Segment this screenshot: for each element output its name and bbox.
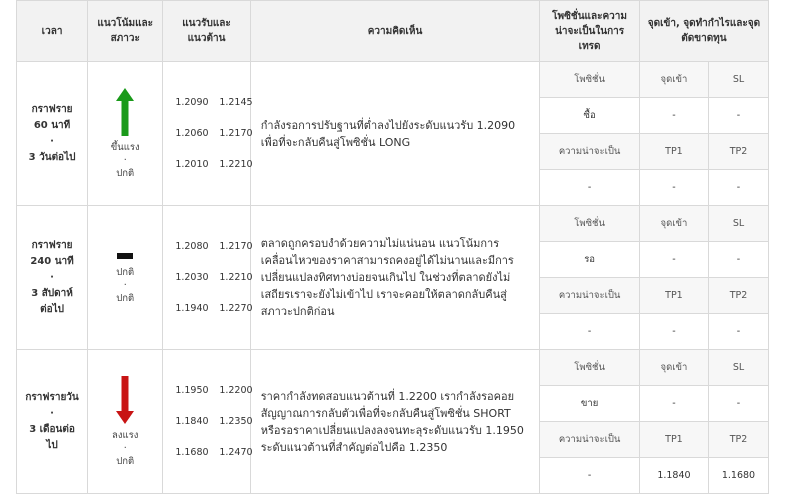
timeframe-line: ·	[50, 407, 54, 419]
resistance-value: 1.2350	[219, 416, 253, 427]
support-value: 1.2080	[175, 241, 209, 252]
grid-cell: รอ	[540, 242, 640, 278]
trend-line: ·	[123, 443, 127, 454]
timeframe-line: ต่อไป	[40, 303, 64, 315]
level-pair	[175, 406, 253, 437]
timeframe-line: 3 วันต่อไป	[28, 151, 76, 163]
level-pair	[175, 437, 253, 468]
header-levels: แนวรับและแนวต้าน	[163, 1, 250, 62]
flat-dash-icon	[115, 250, 135, 262]
trend-line: ปกติ	[116, 456, 135, 467]
header-comment: ความคิดเห็น	[250, 1, 540, 62]
header-row	[17, 1, 769, 62]
resistance-value: 1.2170	[219, 128, 253, 139]
trend-cell	[88, 62, 163, 206]
header-position: โพซิชั่นและความน่าจะเป็นในการเทรด	[540, 1, 640, 62]
level-pair	[175, 149, 253, 180]
timeframe-line: ·	[50, 135, 54, 147]
trend-arrow	[88, 87, 162, 137]
trend-cell	[88, 350, 163, 494]
grid-cell: ขาย	[540, 386, 640, 422]
header-trend: แนวโน้มและสภาวะ	[88, 1, 163, 62]
comment-cell: กำลังรอการปรับฐานที่ต่ำลงไปยังระดับแนวรับ 1.2090 เพื่อที่จะกลับคืนสู่โพซิชั่น LONG	[250, 62, 540, 206]
resistance-value: 1.2210	[219, 272, 253, 283]
grid-cell: ความน่าจะเป็น	[540, 134, 640, 170]
resistance-value: 1.2470	[219, 447, 253, 458]
resistance-value: 1.2200	[219, 385, 253, 396]
up-arrow-icon	[115, 87, 135, 137]
trend-arrow	[88, 375, 162, 425]
grid-cell: TP2	[708, 422, 768, 458]
grid-cell: -	[708, 170, 768, 206]
timeframe-cell	[17, 350, 88, 494]
grid-cell: TP2	[708, 134, 768, 170]
trend-line: ปกติ	[116, 267, 135, 278]
grid-cell: -	[708, 242, 768, 278]
grid-cell: ความน่าจะเป็น	[540, 278, 640, 314]
level-pair	[175, 231, 253, 262]
timeframe-line: กราฟราย	[31, 239, 73, 251]
trend-cell	[88, 206, 163, 350]
grid-cell: 1.1680	[708, 458, 768, 494]
grid-cell: จุดเข้า	[639, 62, 708, 98]
support-value: 1.2090	[175, 97, 209, 108]
header-time: เวลา	[17, 1, 88, 62]
timeframe-line: กราฟราย	[31, 103, 73, 115]
trend-line: ลงแรง	[112, 430, 139, 441]
level-pair	[175, 293, 253, 324]
grid-cell: ความน่าจะเป็น	[540, 422, 640, 458]
grid-cell: TP2	[708, 278, 768, 314]
trend-line: ปกติ	[116, 168, 135, 179]
grid-cell: โพซิชั่น	[540, 62, 640, 98]
grid-cell: SL	[708, 62, 768, 98]
header-points: จุดเข้า, จุดทำกำไรและจุดตัดขาดทุน	[639, 1, 768, 62]
table-row	[17, 206, 769, 242]
timeframe-line: 3 สัปดาห์	[31, 287, 73, 299]
support-value: 1.1940	[175, 303, 209, 314]
grid-cell: -	[708, 314, 768, 350]
level-pair	[175, 87, 253, 118]
levels-cell	[163, 62, 253, 206]
grid-cell: -	[639, 386, 708, 422]
grid-cell: TP1	[639, 134, 708, 170]
grid-cell: -	[639, 314, 708, 350]
support-value: 1.2010	[175, 159, 209, 170]
resistance-value: 1.2210	[219, 159, 253, 170]
resistance-value: 1.2145	[219, 97, 253, 108]
grid-cell: -	[708, 98, 768, 134]
grid-cell: ซื้อ	[540, 98, 640, 134]
trend-line: ปกติ	[116, 293, 135, 304]
support-value: 1.2060	[175, 128, 209, 139]
timeframe-cell	[17, 206, 88, 350]
grid-cell: TP1	[639, 278, 708, 314]
table-row	[17, 62, 769, 98]
levels-cell	[163, 350, 253, 494]
timeframe-line: 240 นาที	[30, 255, 74, 267]
support-value: 1.1840	[175, 416, 209, 427]
grid-cell: SL	[708, 206, 768, 242]
timeframe-line: ·	[50, 271, 54, 283]
grid-cell: SL	[708, 350, 768, 386]
level-pair	[175, 375, 253, 406]
trend-line: ·	[123, 155, 127, 166]
table-row	[17, 350, 769, 386]
grid-cell: -	[639, 98, 708, 134]
resistance-value: 1.2270	[219, 303, 253, 314]
grid-cell: TP1	[639, 422, 708, 458]
comment-cell: ตลาดถูกครอบงำด้วยความไม่แน่นอน แนวโน้มการเคลื่อนไหวของราคาสามารถคงอยู่ได้ไม่นานและมีการเปลี่ยนแปลงทิศทางบ่อยจนเกินไป ในช่วงที่ตลาดยังไม่เสถียรเราจะยังไม่เข้าไป เราจะคอยให้ตลาดกลับคืนสู่สภาวะปกติก่อน	[250, 206, 540, 350]
timeframe-cell	[17, 62, 88, 206]
forecast-table	[16, 0, 769, 494]
trend-arrow	[88, 250, 162, 262]
timeframe-line: 60 นาที	[33, 119, 71, 131]
trend-line: ·	[123, 280, 127, 291]
comment-cell: ราคากำลังทดสอบแนวต้านที่ 1.2200 เรากำลังรอคอยสัญญาณการกลับตัวเพื่อที่จะกลับคืนสู่โพซิชั่น SHORT หรือรอราคาเปลี่ยนแปลงลงจนทะลุระดับแนวรับ 1.1950 ระดับแนวต้านที่สำคัญต่อไปคือ 1.2350	[250, 350, 540, 494]
levels-cell	[163, 206, 253, 350]
grid-cell: -	[639, 242, 708, 278]
timeframe-line: กราฟรายวัน	[25, 391, 79, 403]
level-pair	[175, 262, 253, 293]
support-value: 1.1680	[175, 447, 209, 458]
down-arrow-icon	[115, 375, 135, 425]
support-value: 1.2030	[175, 272, 209, 283]
grid-cell: -	[540, 314, 640, 350]
level-pair	[175, 118, 253, 149]
grid-cell: -	[708, 386, 768, 422]
support-value: 1.1950	[175, 385, 209, 396]
trend-line: ขึ้นแรง	[110, 142, 140, 153]
grid-cell: จุดเข้า	[639, 206, 708, 242]
grid-cell: โพซิชั่น	[540, 206, 640, 242]
timeframe-line: 3 เดือนต่อ	[29, 423, 75, 435]
grid-cell: -	[639, 170, 708, 206]
resistance-value: 1.2170	[219, 241, 253, 252]
grid-cell: โพซิชั่น	[540, 350, 640, 386]
grid-cell: 1.1840	[639, 458, 708, 494]
timeframe-line: ไป	[46, 439, 58, 451]
grid-cell: -	[540, 170, 640, 206]
grid-cell: จุดเข้า	[639, 350, 708, 386]
grid-cell: -	[540, 458, 640, 494]
